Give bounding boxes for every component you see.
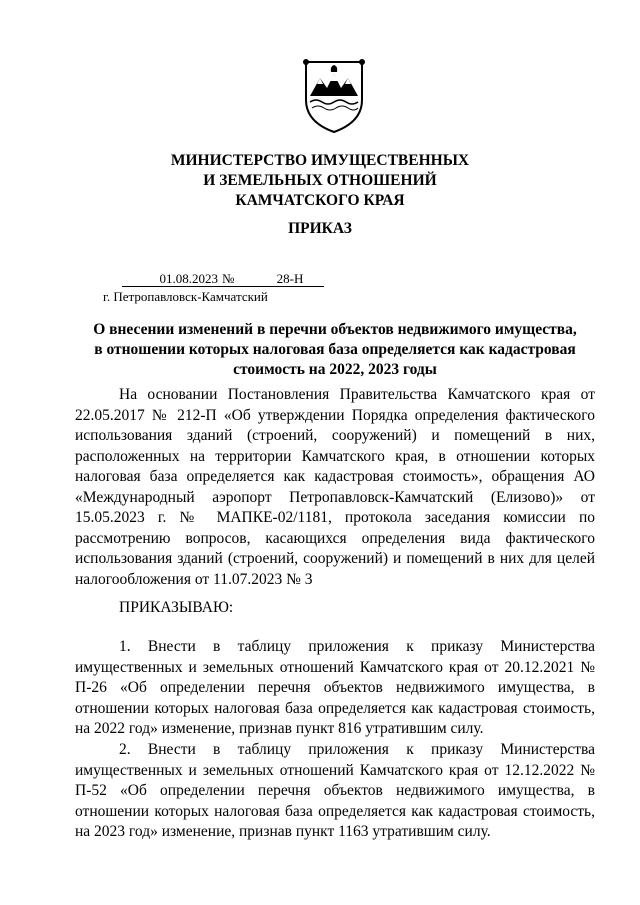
document-type: ПРИКАЗ	[288, 220, 352, 237]
ministry-line-1: МИНИСТЕРСТВО ИМУЩЕСТВЕННЫХ	[170, 152, 470, 169]
coat-of-arms-emblem	[300, 56, 368, 136]
number-sign: №	[222, 271, 235, 286]
order-date: 01.08.2023	[122, 271, 222, 287]
registration-line	[122, 271, 324, 289]
order-subject: О внесении изменений в перечни объектов недвижимого имущества, в отношении которых налоговая база определяется как кадастровая стоимость на 2022, 2023 годы	[93, 321, 577, 378]
ministry-line-2: И ЗЕМЕЛЬНЫХ ОТНОШЕНИЙ	[203, 172, 437, 189]
ministry-name	[0, 151, 640, 211]
order-item-2: 2. Внести в таблицу приложения к приказу Министерства имущественных и земельных отношений Камчатского края от 12.12.2022 № П-52 «Об определении перечня объектов недвижимого имущества, в отношении которых налоговая база определяется как кадастровая стоимость, на 2023 год» изменение, признав пункт 1163 утратившим силу.	[75, 741, 595, 840]
ministry-line-3: КАМЧАТСКОГО КРАЯ	[235, 192, 405, 209]
order-number: 28-Н	[256, 271, 324, 287]
order-word: ПРИКАЗЫВАЮ:	[119, 599, 234, 616]
preamble-paragraph: На основании Постановления Правительства Камчатского края от 22.05.2017 № 212-П «Об утверждении Порядка определения фактического использования зданий (строений, сооружений) и помещений в них, расположенных на территории Камчатского края, в отношении которых налоговая база определяется как кадастровая стоимость», обращения АО «Международный аэропорт Петропавловск-Камчатский (Елизово)» от 15.05.2023 г. № МАПКЕ-02/1181, протокола заседания комиссии по рассмотрению вопросов, касающихся определения вида фактического использования зданий (строений, сооружений) и помещений в них для целей налогообложения от 11.07.2023 № 3	[75, 386, 595, 588]
city: г. Петропавловск-Камчатский	[103, 289, 268, 304]
number-sign-field	[222, 271, 256, 287]
order-item-1: 1. Внести в таблицу приложения к приказу Министерства имущественных и земельных отношений Камчатского края от 20.12.2021 № П-26 «Об определении перечня объектов недвижимого имущества, в отношении которых налоговая база определяется как кадастровая стоимость, на 2022 год» изменение, признав пункт 816 утратившим силу.	[75, 638, 595, 737]
